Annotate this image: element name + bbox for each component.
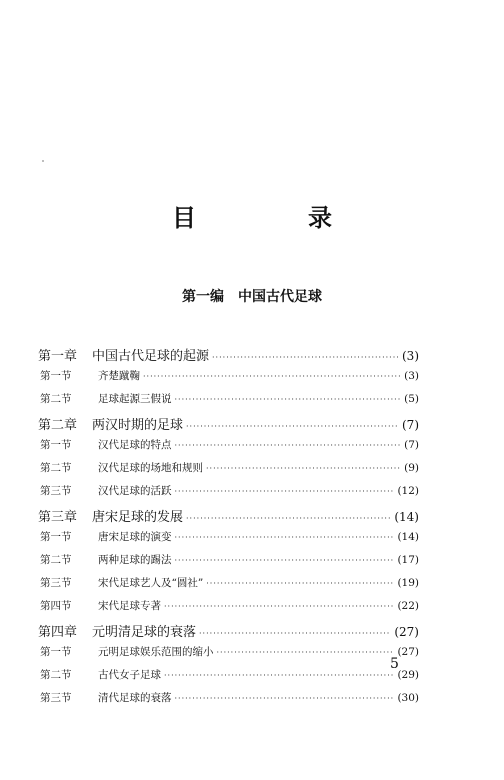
toc-chapter-entry [38, 506, 419, 529]
toc-entry-page: (30) [397, 692, 419, 704]
toc-entry-number: 第一节 [40, 370, 72, 382]
toc-entry-title: 汉代足球的场地和规则 [98, 462, 203, 474]
toc-entry-number: 第四章 [38, 625, 78, 640]
leader-dots [186, 514, 391, 523]
toc-entry-page: (19) [397, 577, 419, 589]
toc-entry-number: 第三章 [38, 510, 78, 525]
leader-dots [175, 441, 402, 450]
toc-entry-number: 第三节 [40, 485, 72, 497]
leader-dots [212, 353, 399, 362]
leader-dots [217, 648, 395, 657]
toc-entry-page: (29) [397, 669, 419, 681]
toc-entry-page: (22) [397, 600, 419, 612]
toc-entry-number: 第三节 [40, 577, 72, 589]
leader-dots [175, 533, 395, 542]
toc-section-entry [38, 598, 419, 621]
leader-dots [175, 487, 395, 496]
toc-entry-page: (17) [397, 554, 419, 566]
leader-dots [164, 602, 394, 611]
scan-speck [42, 160, 44, 162]
leader-dots [206, 464, 401, 473]
part-number: 第一编 [182, 289, 224, 305]
toc-entry-number: 第一节 [40, 531, 72, 543]
toc-entry-title: 中国古代足球的起源 [92, 349, 210, 364]
toc-section-entry [38, 391, 419, 414]
toc-entry-title: 宋代足球专著 [98, 600, 161, 612]
toc-entry-title: 古代女子足球 [98, 669, 161, 681]
toc-entry-title: 汉代足球的活跃 [98, 485, 172, 497]
toc-section-entry [38, 460, 419, 483]
toc-entry-number: 第二节 [40, 393, 72, 405]
leader-dots [175, 556, 395, 565]
toc-section-entry [38, 690, 419, 713]
toc-entry-title: 两汉时期的足球 [92, 418, 184, 433]
toc-entry-number: 第二节 [40, 462, 72, 474]
toc-section-entry [38, 437, 419, 460]
toc-entry-title: 宋代足球艺人及“圆社” [98, 577, 204, 589]
toc-entry-page: (14) [394, 510, 419, 524]
toc-entry-number: 第四节 [40, 600, 72, 612]
toc-entry-number: 第一章 [38, 349, 78, 364]
part-name: 中国古代足球 [238, 289, 322, 305]
toc-entry-page: (27) [397, 646, 419, 658]
leader-dots [206, 579, 394, 588]
leader-dots [143, 372, 401, 381]
toc-entry-number: 第一节 [40, 439, 72, 451]
toc-entry-page: (3) [404, 370, 419, 382]
leader-dots [186, 422, 399, 431]
toc-entry-title: 元明足球娱乐范围的缩小 [98, 646, 214, 658]
page-number: 5 [390, 656, 399, 672]
toc-section-entry [38, 667, 419, 690]
leader-dots [175, 694, 395, 703]
toc-section-entry [38, 644, 419, 667]
table-of-contents [38, 345, 419, 713]
leader-dots [199, 629, 391, 638]
toc-entry-page: (7) [404, 439, 419, 451]
toc-section-entry [38, 575, 419, 598]
toc-entry-page: (5) [404, 393, 419, 405]
toc-section-entry [38, 529, 419, 552]
toc-entry-title: 足球起源三假说 [98, 393, 172, 405]
toc-entry-number: 第二节 [40, 669, 72, 681]
toc-section-entry [38, 552, 419, 575]
toc-entry-number: 第三节 [40, 692, 72, 704]
toc-entry-title: 唐宋足球的演变 [98, 531, 172, 543]
toc-chapter-entry [38, 621, 419, 644]
toc-entry-page: (9) [404, 462, 419, 474]
toc-entry-page: (12) [397, 485, 419, 497]
toc-entry-title: 汉代足球的特点 [98, 439, 172, 451]
part-heading [0, 286, 504, 306]
toc-entry-page: (27) [394, 625, 419, 639]
toc-entry-title: 元明清足球的衰落 [92, 625, 197, 640]
toc-entry-title: 齐楚蹴鞠 [98, 370, 140, 382]
leader-dots [175, 395, 402, 404]
toc-chapter-entry [38, 414, 419, 437]
toc-entry-number: 第二章 [38, 418, 78, 433]
toc-entry-number: 第一节 [40, 646, 72, 658]
toc-section-entry [38, 368, 419, 391]
toc-entry-page: (3) [402, 349, 419, 363]
toc-section-entry [38, 483, 419, 506]
toc-entry-page: (14) [397, 531, 419, 543]
toc-chapter-entry [38, 345, 419, 368]
page-title: 目 录 [172, 204, 376, 232]
toc-entry-title: 清代足球的衰落 [98, 692, 172, 704]
toc-entry-title: 唐宋足球的发展 [92, 510, 184, 525]
toc-entry-number: 第二节 [40, 554, 72, 566]
toc-entry-page: (7) [402, 418, 419, 432]
toc-entry-title: 两种足球的踢法 [98, 554, 172, 566]
leader-dots [164, 671, 394, 680]
